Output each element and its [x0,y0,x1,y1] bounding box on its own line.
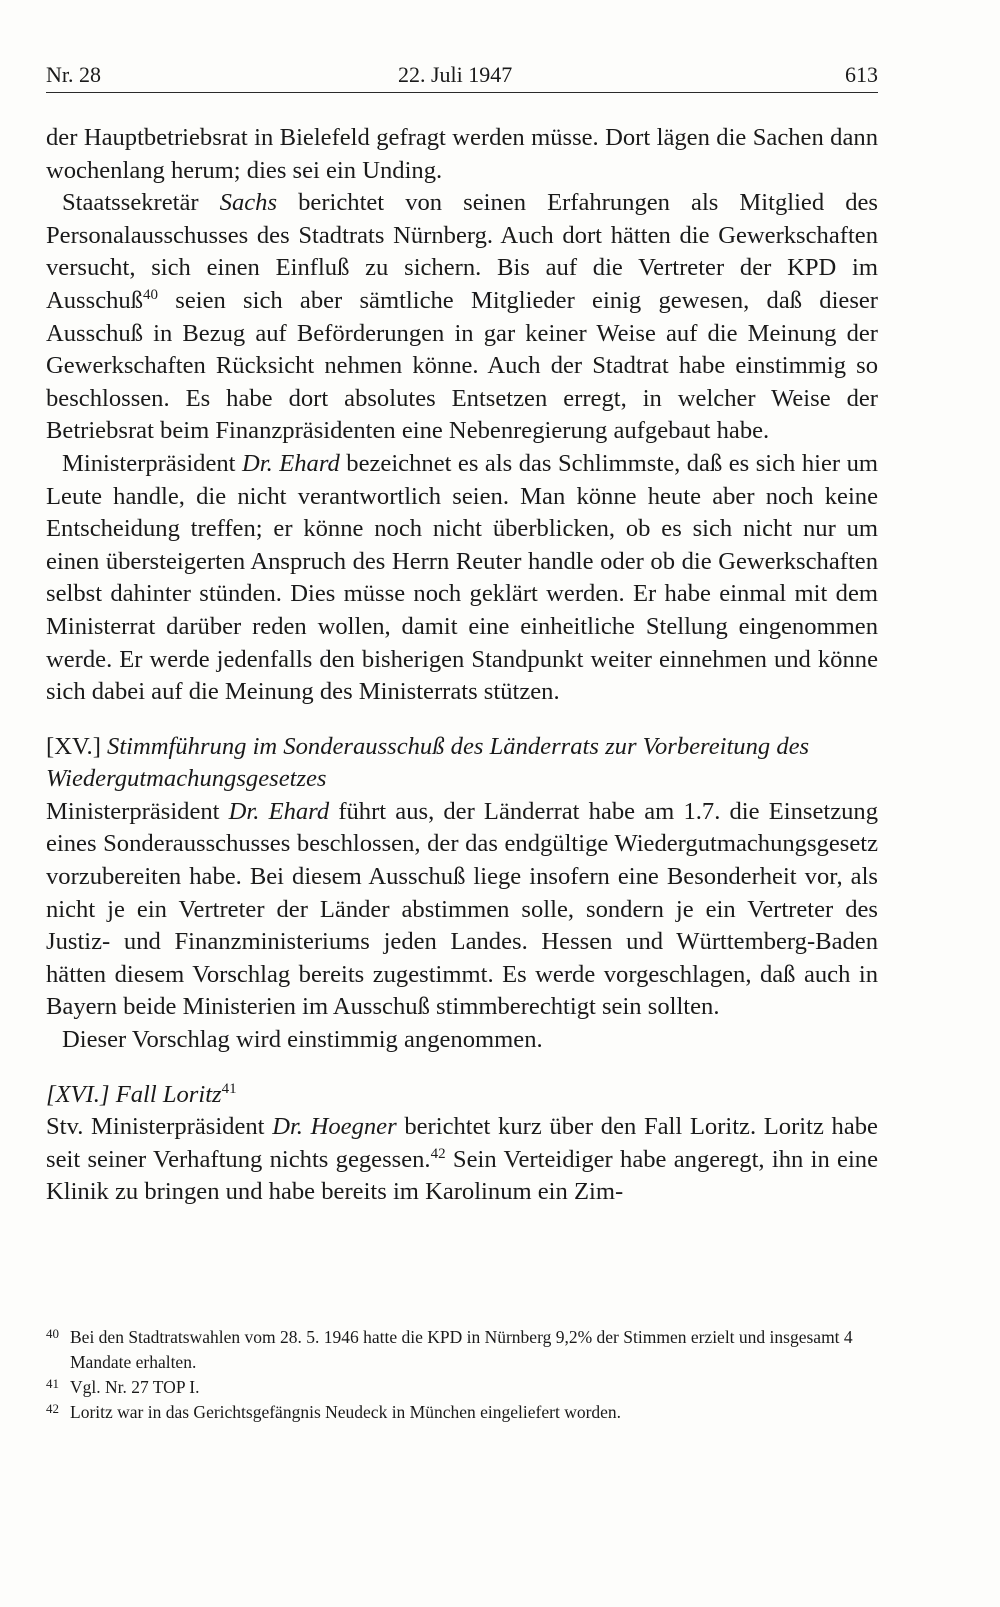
main-text [46,122,878,1209]
running-header [46,58,878,93]
text-segment: Ministerpräsident [62,449,242,477]
paragraph-5: Dieser Vorschlag wird einstimmig angenommen. [62,1026,543,1054]
speaker-name: Dr. Hoegner [272,1113,397,1141]
section-title: Fall Loritz [115,1080,222,1108]
paragraph-1: der Hauptbetriebsrat in Bielefeld gefragt werden müsse. Dort lägen die Sachen dann wochenlang herum; dies sei ein Unding. [46,124,878,184]
footnote-42 [46,1400,878,1425]
footnotes [46,1325,878,1425]
page-number: 613 [845,62,878,87]
footnote-text: Vgl. Nr. 27 TOP I. [70,1377,200,1397]
section-number: [XV.] [46,732,101,760]
section-spacer [46,709,878,731]
text-segment: führt aus, der Länderrat habe am 1.7. die Einsetzung eines Sonderausschusses beschlossen, der das endgültige Wiedergutmachungsgesetz vorzubereiten habe. Bei diesem Ausschuß liege insofern eine Besonderheit vor, als nicht je ein Vertreter der Länder abstimmen solle, sondern je ein Vertreter des Justiz- und Finanzministeriums jeden Landes. Hessen und Württemberg-Baden hätten diesem Vorschlag bereits zugestimmt. Es werde vorgeschlagen, daß auch in Bayern beide Ministerien im Ausschuß stimmberechtigt sein sollten. [46,797,878,1021]
text-segment: Sein Verteidiger habe angeregt, ihn in eine Klinik zu bringen und habe bereits im Karolinum ein Zim- [46,1145,879,1206]
speaker-name: Dr. Ehard [228,797,330,825]
section-number: [XVI.] [46,1080,110,1108]
paragraph-4 [46,796,878,1024]
footnote-ref[interactable]: 42 [430,1145,446,1162]
text-segment: bezeichnet es als das Schlimmste, daß es sich hier um Leute handle, die nicht verantwortlich seien. Man könne heute aber noch keine Entscheidung treffen; er könne noch nicht überblicken, ob es sich nicht nur um einen übersteigerten Anspruch des Herrn Reuter handle oder ob die Gewerkschaften selbst dahinter stünden. Dies müsse noch geklärt werden. Er habe einmal mit dem Ministerrat darüber reden wollen, damit eine einheitliche Stellung eingenommen werde. Er werde jedenfalls den bisherigen Standpunkt weiter einnehmen und könne sich dabei auf die Meinung des Ministerrats stützen. [46,449,878,706]
paragraph-2 [46,187,878,448]
footnote-number: 42 [46,1401,59,1416]
footnote-text: Loritz war in das Gerichtsgefängnis Neudeck in München eingeliefert worden. [70,1402,622,1422]
section-heading-xv [46,731,878,796]
section-title: Stimmführung im Sonderausschuß des Länderrats zur Vorbereitung des Wiedergutmachungsgesetzes [46,732,810,793]
paragraph-3 [46,448,878,709]
speaker-name: Dr. Ehard [241,449,340,477]
document-number: Nr. 28 [46,62,101,87]
paragraph-6 [46,1111,878,1209]
header-date: 22. Juli 1947 [398,62,513,87]
text-segment: berichtet von seinen Erfahrungen als Mitglied des Personalausschusses des Stadtrats Nürnberg. Auch dort hätten die Gewerkschaften versucht, sich einen Einfluß zu sichern. Bis auf die Vertreter der KPD im Ausschuß [46,189,878,314]
footnote-number: 40 [46,1326,59,1341]
section-spacer [46,1057,878,1079]
footnote-number: 41 [46,1376,59,1391]
text-segment: Staatssekretär [62,189,220,217]
text-segment: berichtet kurz über den Fall Loritz. Loritz habe seit seiner Verhaftung nichts gegessen. [46,1113,878,1173]
footnote-text: Bei den Stadtratswahlen vom 28. 5. 1946 hatte die KPD in Nürnberg 9,2% der Stimmen erzielt und insgesamt 4 Mandate erhalten. [70,1327,853,1372]
footnote-40 [46,1325,878,1375]
text-segment: Ministerpräsident [46,797,229,825]
speaker-name: Sachs [219,189,278,217]
text-segment: seien sich aber sämtliche Mitglieder einig gewesen, daß dieser Ausschuß in Bezug auf Beförderungen in gar keiner Weise auf die Meinung der Gewerkschaften Rücksicht nehmen könne. Auch der Stadtrat habe einstimmig so beschlossen. Es habe dort absolutes Entsetzen erregt, in welcher Weise der Betriebsrat beim Finanzpräsidenten eine Nebenregierung aufgebaut habe. [46,286,878,445]
footnote-ref[interactable]: 40 [143,286,159,303]
footnote-ref[interactable]: 41 [221,1080,237,1097]
footnote-41 [46,1375,878,1400]
text-segment: Stv. Ministerpräsident [46,1113,273,1141]
section-heading-xvi [46,1079,878,1112]
